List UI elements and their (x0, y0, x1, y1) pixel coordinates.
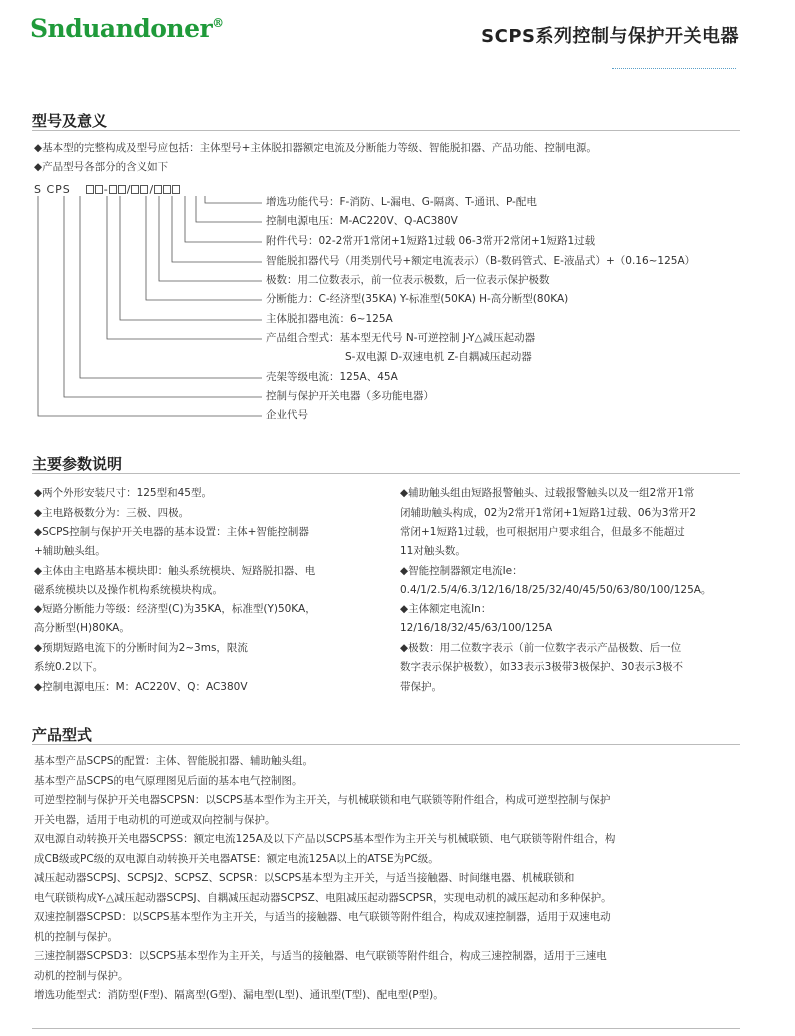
param-right-8: ◆极数：用二位数字表示（前一位数字表示产品极数、后一位 (400, 642, 682, 654)
desc-breaking-capacity: 分断能力：C-经济型(35KA) Y-标准型(50KA) H-高分断型(80KA) (266, 293, 569, 305)
product-line: 可逆型控制与保护开关电器SCPSN：以SCPS基本型作为主开关，与机械联锁和电气联锁等附件组合，构成可逆型控制与保护 (34, 794, 611, 806)
model-code-prefix: S CPS (34, 183, 71, 196)
product-line: 成CB级或PC级的双电源自动转换开关电器ATSE：额定电流125A以上的ATSE为PC级。 (34, 852, 439, 865)
param-left-10: ◆控制电源电压：M：AC220V、Q：AC380V (34, 681, 248, 693)
param-left-5: 磁系统模块以及操作机构系统模块构成。 (34, 584, 223, 596)
param-right-9: 数字表示保护极数），如33表示3极带3极保护、30表示3极不 (400, 661, 684, 673)
param-right-1: 闭辅助触头构成，02为2常开1常闭+1短路1过载、06为3常开2 (400, 507, 697, 519)
product-line: 动机的控制与保护。 (34, 969, 129, 982)
desc-control-voltage: 控制电源电压：M-AC220V、Q-AC380V (266, 215, 458, 227)
product-line: 基本型产品SCPS的电气原理图见后面的基本电气控制图。 (34, 774, 303, 787)
desc-main-trip-current: 主体脱扣器电流：6~125A (266, 313, 393, 325)
desc-accessory: 附件代号：02-2常开1常闭+1短路1过载 06-3常开2常闭+1短路1过载 (266, 235, 596, 247)
model-intro-1: ◆基本型的完整构成及型号应包括：主体型号+主体脱扣器额定电流及分断能力等级、智能脱扣器、产品功能、控制电源。 (34, 142, 597, 154)
param-right-2: 常闭+1短路1过载，也可根据用户要求组合，但最多不能超过 (400, 526, 685, 538)
param-left-9: 系统0.2以下。 (34, 661, 104, 673)
param-right-3: 11对触头数。 (400, 545, 466, 557)
desc-combination-type-cont: S-双电源 D-双速电机 Z-自耦减压起动器 (345, 351, 532, 363)
param-right-10: 带保护。 (400, 681, 442, 693)
param-left-3: +辅助触头组。 (34, 545, 106, 557)
desc-frame-current: 壳架等级电流：125A、45A (266, 371, 398, 383)
product-line: 三速控制器SCPSD3：以SCPS基本型作为主开关，与适当的接触器、电气联锁等附件组合，构成三速控制器，适用于三速电 (34, 950, 607, 962)
desc-poles: 极数：用二位数表示，前一位表示极数，后一位表示保护极数 (266, 274, 550, 286)
document-title: SCPS系列控制与保护开关电器 (481, 26, 739, 47)
product-lines (34, 752, 734, 1006)
product-line: 双电源自动转换开关电器SCPSS：额定电流125A及以下产品以SCPS基本型作为主开关与机械联锁、电气联锁等附件组合，构 (34, 833, 616, 845)
model-code: S CPS - / / (34, 183, 181, 196)
param-left-4: ◆主体由主电路基本模块即：触头系统模块、短路脱扣器、电 (34, 565, 316, 577)
param-right-0: ◆辅助触头组由短路报警触头、过载报警触头以及一组2常开1常 (400, 487, 695, 499)
product-line: 开关电器，适用于电动机的可逆或双向控制与保护。 (34, 813, 276, 826)
param-left-0: ◆两个外形安装尺寸：125型和45型。 (34, 487, 212, 499)
product-line: 基本型产品SCPS的配置：主体、智能脱扣器、辅助触头组。 (34, 755, 313, 767)
desc-option-function: 增选功能代号：F-消防、L-漏电、G-隔离、T-通讯、P-配电 (266, 196, 537, 208)
param-right-6: ◆主体额定电流In： (400, 603, 492, 615)
section-title-params: 主要参数说明 (32, 455, 123, 473)
param-right-7: 12/16/18/32/45/63/100/125A (400, 622, 553, 634)
section-rule (32, 744, 740, 745)
model-intro-2: ◆产品型号各部分的含义如下 (34, 161, 169, 173)
section-title-product: 产品型式 (32, 726, 93, 744)
desc-company-code: 企业代号 (266, 409, 308, 421)
registered-mark: ® (212, 16, 224, 30)
param-left-6: ◆短路分断能力等级：经济型(C)为35KA，标准型(Y)50KA， (34, 603, 316, 615)
param-right-5: 0.4/1/2.5/4/6.3/12/16/18/25/32/40/45/50/63/80/100/125A。 (400, 584, 712, 596)
section-rule (32, 473, 740, 474)
brand-name: Snduandoner (30, 14, 213, 43)
param-left-8: ◆预期短路电流下的分断时间为2~3ms，限流 (34, 642, 248, 654)
param-left-7: 高分断型(H)80KA。 (34, 622, 130, 634)
desc-smart-trip: 智能脱扣器代号（用类别代号+额定电流表示）（B-数码管式、E-液晶式）+（0.16~125A） (266, 255, 696, 267)
product-line: 双速控制器SCPSD：以SCPS基本型作为主开关，与适当的接触器、电气联锁等附件组合，构成双速控制器，适用于双速电动 (34, 911, 611, 923)
product-line: 减压起动器SCPSJ、SCPSJ2、SCPSZ、SCPSR：以SCPS基本型为主开关，与适当接触器、时间继电器、机械联锁和 (34, 872, 575, 884)
product-line: 电气联锁构成Y-△减压起动器SCPSJ、自耦减压起动器SCPSZ、电阻减压起动器SCPSR，实现电动机的减压起动和多种保护。 (34, 891, 612, 904)
section-title-model: 型号及意义 (32, 112, 108, 130)
param-left-1: ◆主电路极数分为：三极、四极。 (34, 507, 190, 519)
product-line: 机的控制与保护。 (34, 930, 118, 943)
product-line: 增选功能型式：消防型(F型)、隔离型(G型)、漏电型(L型)、通讯型(T型)、配电型(P型)。 (34, 989, 444, 1001)
desc-combination-type: 产品组合型式：基本型无代号 N-可逆控制 J-Y△减压起动器 (266, 332, 536, 344)
desc-product-name: 控制与保护开关电器（多功能电器） (266, 390, 434, 402)
param-left-2: ◆SCPS控制与保护开关电器的基本设置：主体+智能控制器 (34, 526, 309, 538)
footer-rule (32, 1028, 740, 1029)
param-right-4: ◆智能控制器额定电流Ie： (400, 565, 523, 577)
